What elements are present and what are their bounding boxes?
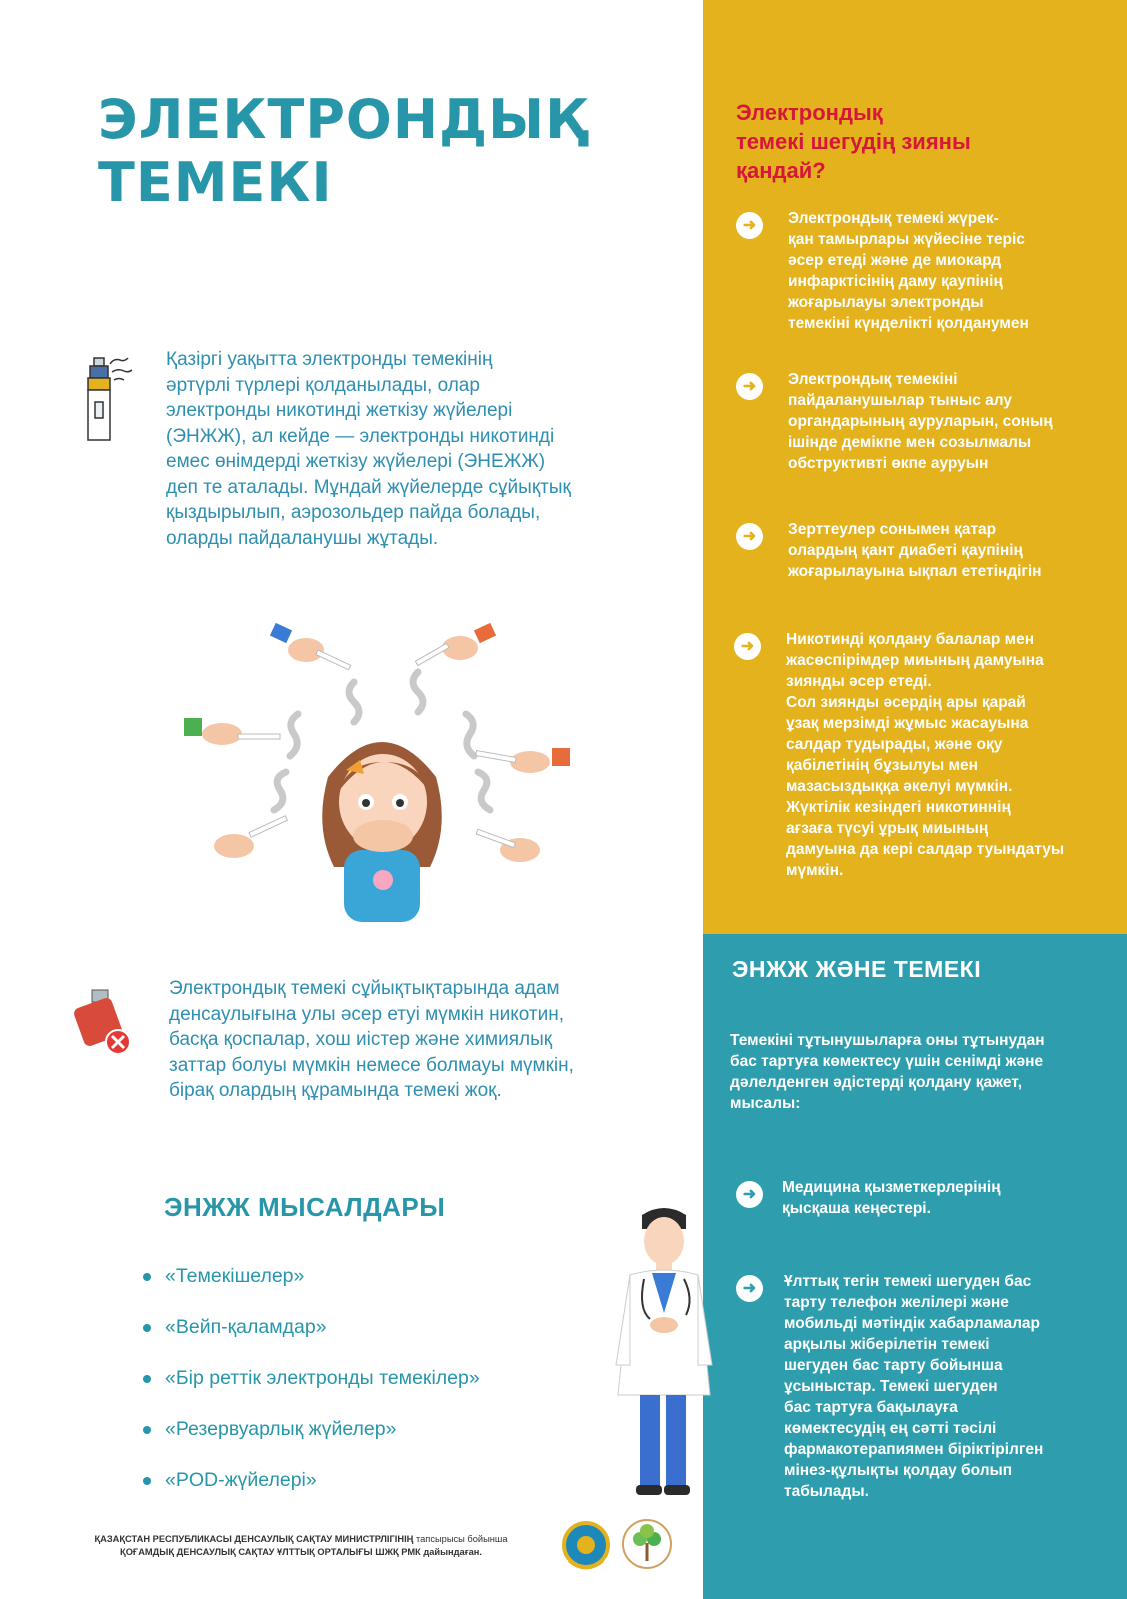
harm-item: Зерттеулер сонымен қатар олардың қант диабеті қаупінің жоғарылауына ықпал ететіндігін [788,521,1042,580]
example-label: «Вейп-қаламдар» [165,1316,327,1338]
example-label: «Темекішелер» [165,1265,305,1287]
harm-item: Электрондық темекі жүрек- қан тамырлары жүйесіне теріс әсер етеді және де миокард инфарктісінің даму қаупінің жоғарылауы электронды темекіні күнделікті қолданумен [788,210,1029,332]
composition-paragraph: Электрондық темекі сұйықтықтарында адам денсаулығына улы әсер етуі мүмкін никотин, басқа қоспалар, хош иістер және химиялық заттар болуы мүмкін немесе болмауы мүмкін, бірақ олардың құрамында темекі жоқ. [169,978,574,1101]
harm-title: Электрондық темекі шегудің зияны қандай? [736,100,971,183]
arrow-right-icon: ➜ [736,373,763,400]
arrow-right-icon: ➜ [734,633,761,660]
page-title: ЭЛЕКТРОНДЫҚ ТЕМЕКІ [98,88,588,214]
bullet-dot [143,1324,151,1332]
bullet-dot [143,1477,151,1485]
arrow-right-icon: ➜ [736,1181,763,1208]
bullet-dot [143,1273,151,1281]
doctor-illustration [600,1205,725,1505]
vape-cartridge-no-icon [68,988,136,1060]
list-item [143,1265,304,1288]
bullet-dot [143,1375,151,1383]
bullet-dot [143,1426,151,1434]
enzh-tobacco-intro: Темекіні тұтынушыларға оны тұтынудан бас тартуға көмектесу үшін сенімді және дәлелденген әдістерді қолдану қажет, мысалы: [730,1032,1045,1112]
footer-ministry: ҚАЗАҚСТАН РЕСПУБЛИКАСЫ ДЕНСАУЛЫҚ САҚТАУ МИНИСТРЛІГІНІҢ [94,1534,414,1544]
example-label: «POD-жүйелері» [165,1469,317,1491]
list-item [143,1469,317,1492]
footer-center: ҚОҒАМДЫҚ ДЕНСАУЛЫҚ САҚТАУ ҰЛТТЫҚ ОРТАЛЫҒЫ ШЖҚ РМК дайындаған. [120,1547,482,1557]
harm-item: Никотинді қолдану балалар мен жасөспірімдер миының дамуына зиянды әсер етеді. Сол зиянды әсердің ары қарай ұзақ мерзімді жұмыс жасауына салдар тудырады, және оқу қабілетінің бұзылуы мен мазасыздыққа әкелуі мүмкін. Жүктілік кезіндегі никотиннің ағзаға түсуі ұрық миының дамуына да кері салдар туындатуы мүмкін. [786,631,1065,879]
intro-paragraph: Қазіргі уақытта электронды темекінің әртүрлі түрлері қолданылады, олар электронды никотинді жеткізу жүйелері (ЭНЖЖ), ал кейде — электронды никотинді емес өнімдерді жеткізу жүйелері (ЭНЕЖЖ) деп те аталады. Мұндай жүйелерде сұйықтық қыздырылып, аэрозольдер пайда болады, оларды пайдаланушы жұтады. [166,349,571,549]
footer-order: тапсырысы бойынша [413,1534,508,1544]
list-item [143,1418,396,1441]
list-item [143,1316,327,1339]
health-center-logo [620,1517,674,1571]
vape-pen-icon [84,352,136,448]
arrow-right-icon: ➜ [736,212,763,239]
arrow-right-icon: ➜ [736,1275,763,1302]
enzh-tobacco-title: ЭНЖЖ ЖӘНЕ ТЕМЕКІ [732,956,982,982]
method-item: Медицина қызметкерлерінің қысқаша кеңестері. [782,1179,1001,1217]
method-item: Ұлттық тегін темекі шегуден бас тарту телефон желілері және мобильді мәтіндік хабарламалар арқылы жіберілетін темекі шегуден бас тарту бойынша ұсыныстар. Темекі шегуден бас тартуға бақылауға көмектесудің ең сәтті тәсілі фармакотерапиямен біріктірілген мінез-құлықты қолдау болып табылады. [784,1273,1044,1500]
list-item [143,1367,480,1390]
emblem-logo [561,1517,611,1573]
example-label: «Резервуарлық жүйелер» [165,1418,397,1440]
girl-smoke-illustration [178,622,588,922]
harm-item: Электрондық темекіні пайдаланушылар тыныс алу органдарының ауруларын, соның ішінде демікпе мен созылмалы обструктивті өкпе ауруын [788,371,1053,472]
arrow-right-icon: ➜ [736,523,763,550]
footer-credit [46,1533,556,1559]
examples-title: ЭНЖЖ МЫСАЛДАРЫ [164,1192,446,1222]
example-label: «Бір реттік электронды темекілер» [165,1367,480,1389]
